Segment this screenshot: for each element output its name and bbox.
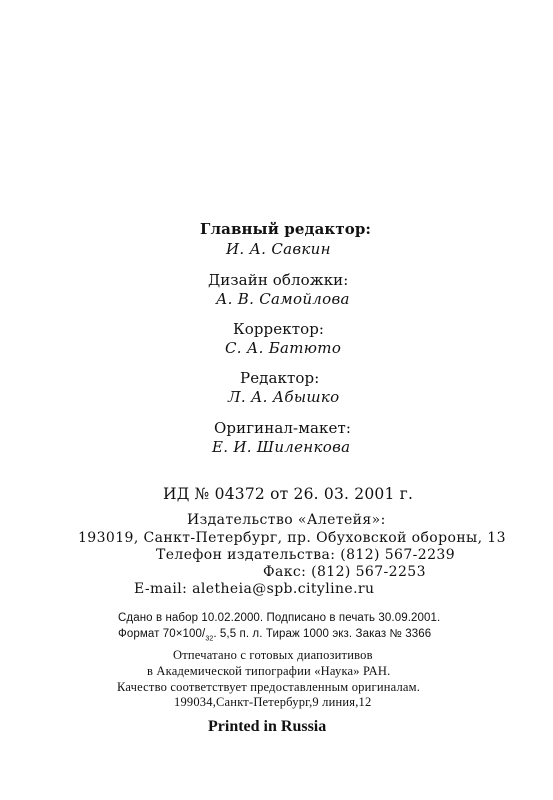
- printing-house-line-3: Качество соответствует предоставленным оригиналам.: [117, 680, 421, 694]
- license-id: ИД № 04372 от 26. 03. 2001 г.: [163, 485, 414, 503]
- cover-design-name: А. В. Самойлова: [216, 290, 350, 308]
- layout-label: Оригинал-макет:: [214, 419, 352, 437]
- publisher-address: 193019, Санкт-Петербург, пр. Обуховской обороны, 13: [78, 530, 506, 546]
- print-format: Формат $70\times 100/_{32}$. 5,5 п. л. Тираж 1000 экз. Заказ № 3366: [118, 628, 432, 643]
- printing-house-line-4: 199034,Санкт-Петербург,9 линия,12: [174, 695, 372, 709]
- printed-in-russia: Printed in Russia: [208, 718, 327, 735]
- chief-editor-name: И. А. Савкин: [226, 240, 331, 258]
- corrector-name: С. А. Батюто: [225, 339, 342, 357]
- publisher-fax: Факс: (812) 567-2253: [263, 564, 426, 580]
- cover-design-label: Дизайн обложки:: [208, 271, 349, 289]
- publisher-name: Издательство «Алетейя»:: [187, 512, 386, 528]
- publisher-phone: Телефон издательства: (812) 567-2239: [156, 547, 456, 563]
- layout-name: Е. И. Шиленкова: [212, 438, 351, 456]
- editor-name: Л. А. Абышко: [228, 388, 340, 406]
- corrector-label: Корректор:: [233, 320, 325, 338]
- printing-house-line-2: в Академической типографии «Наука» РАН.: [147, 664, 391, 678]
- printing-house-line-1: Отпечатано с готовых диапозитивов: [173, 648, 373, 662]
- editor-label: Редактор:: [240, 369, 320, 387]
- print-dates: Сдано в набор 10.02.2000. Подписано в печать 30.09.2001.: [118, 612, 441, 624]
- publisher-email: E-mail: aletheia@spb.cityline.ru: [134, 581, 375, 597]
- chief-editor-label: Главный редактор:: [200, 220, 372, 238]
